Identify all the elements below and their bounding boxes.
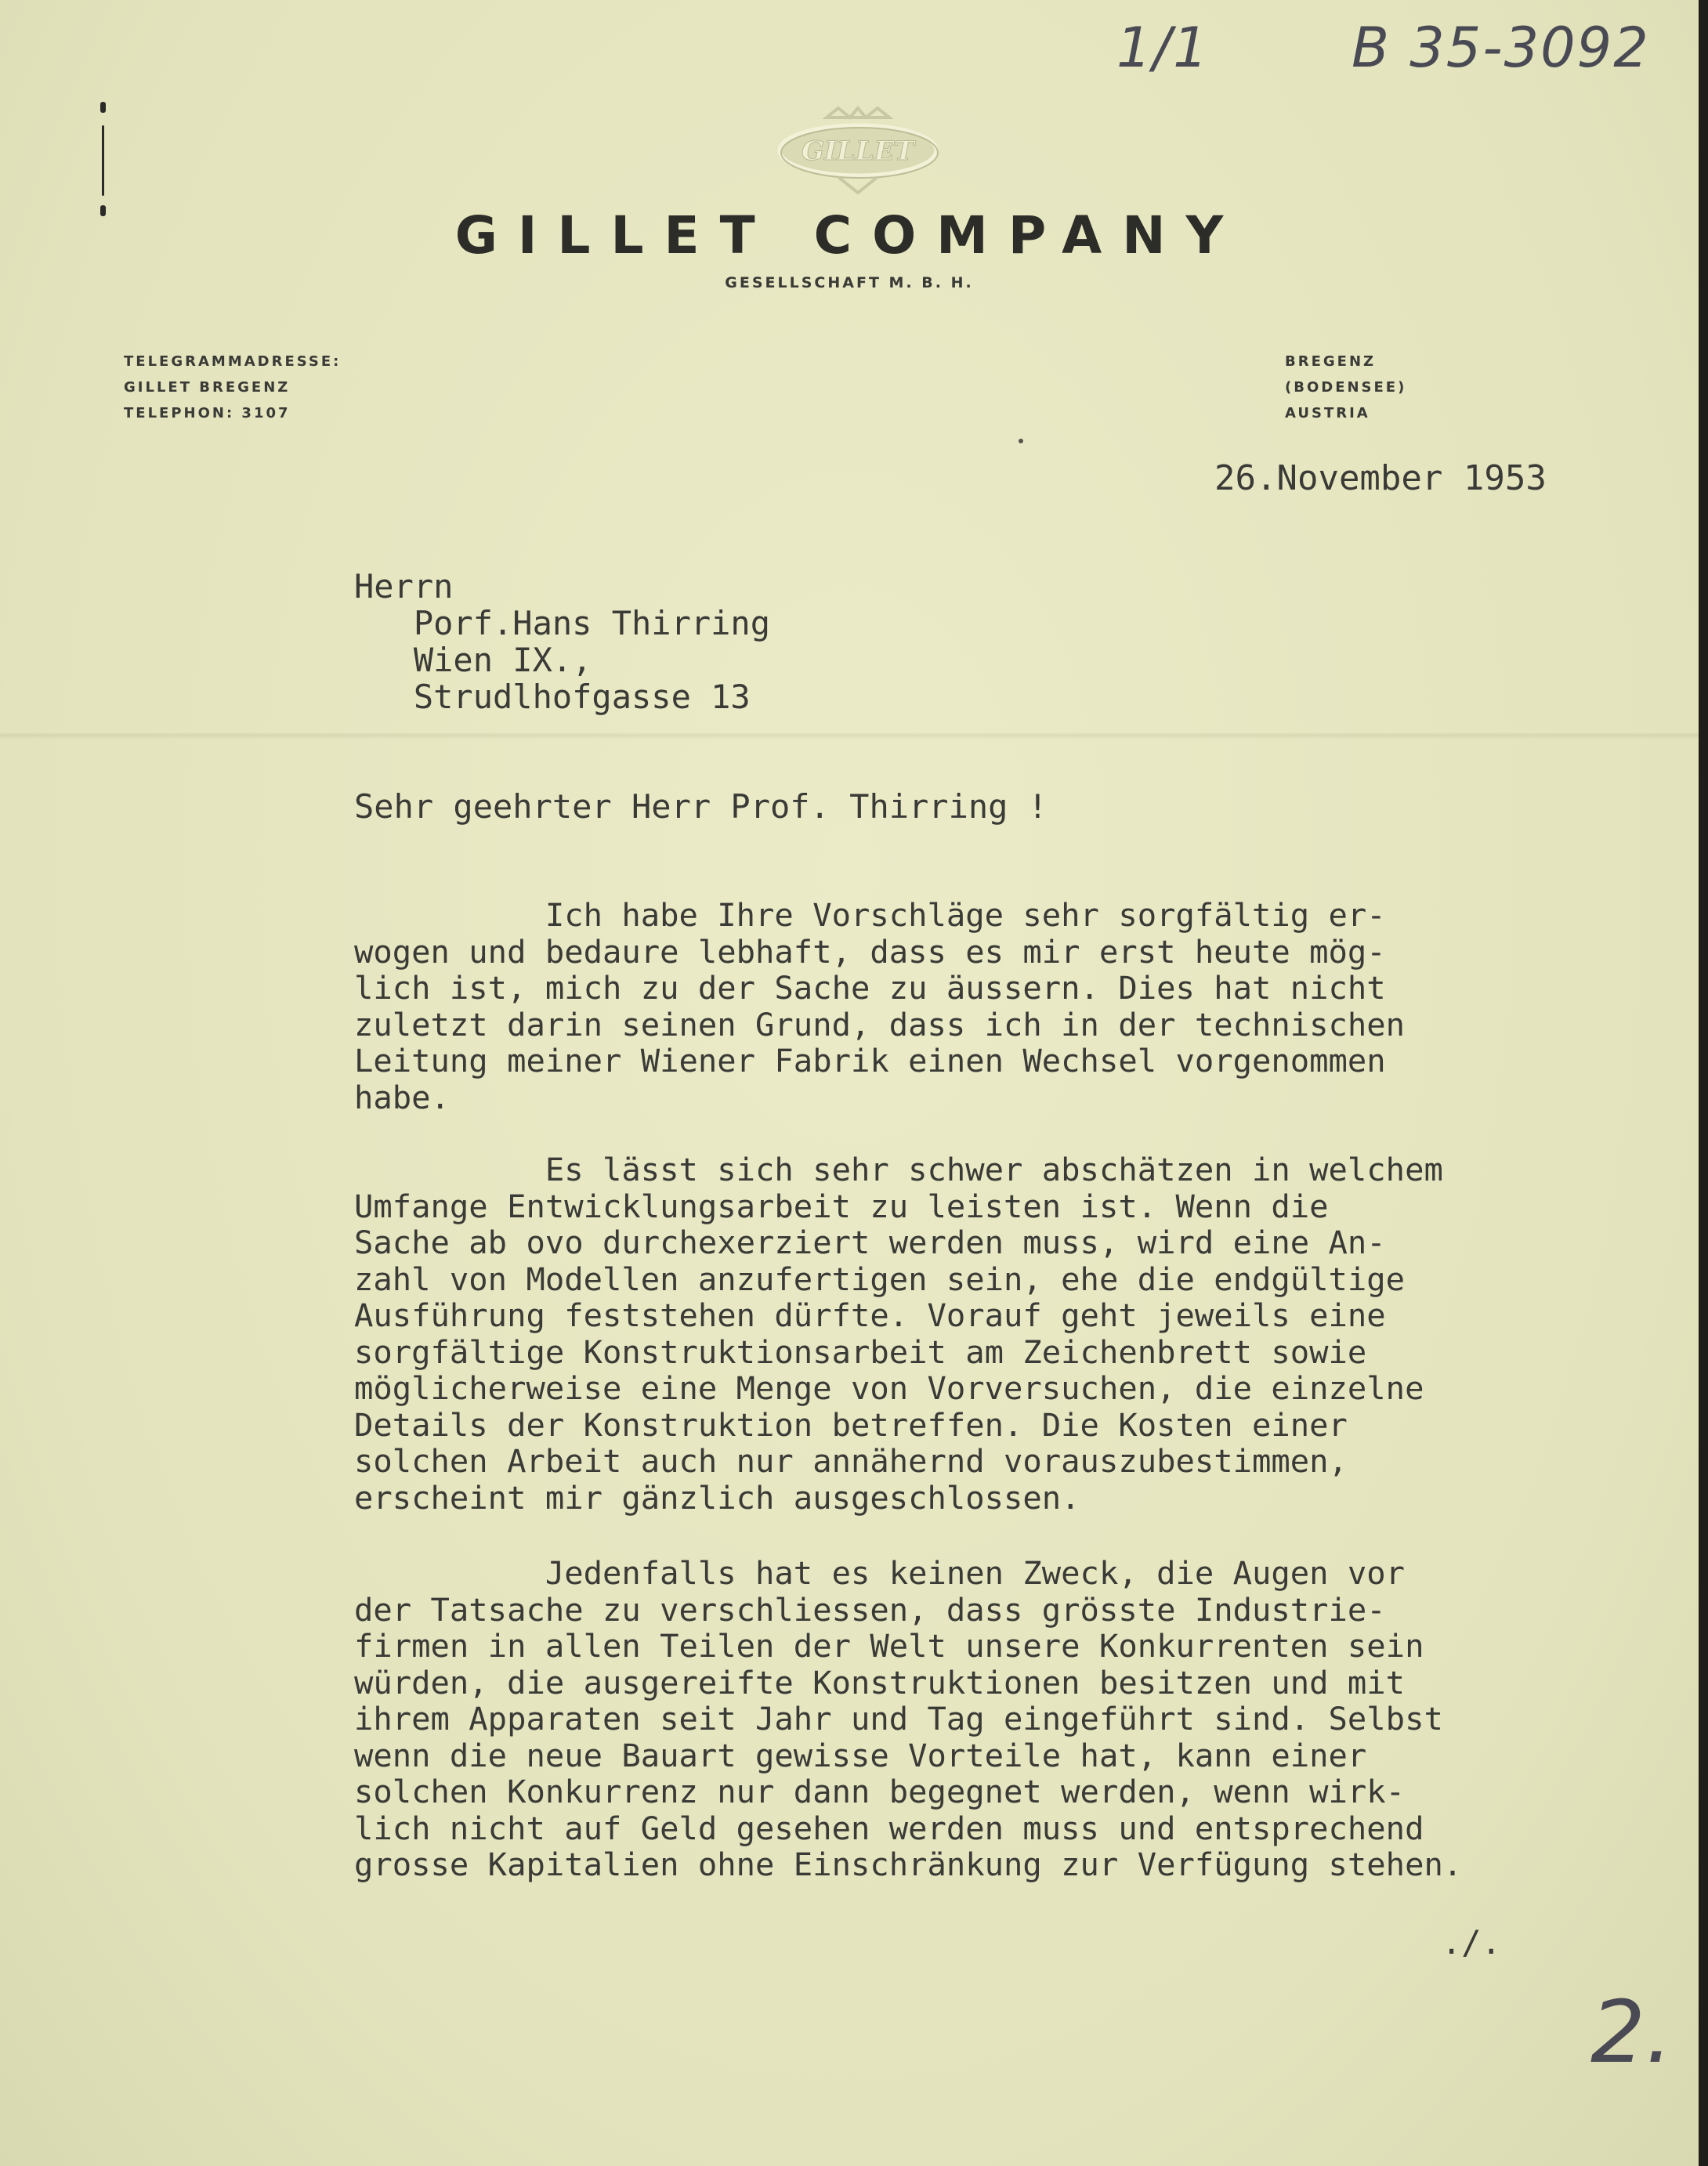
telegram-label: TELEGRAMMADRESSE:	[124, 353, 342, 370]
ink-dot	[1019, 439, 1023, 443]
logo-text: GILLET	[802, 136, 914, 167]
body-paragraph-2	[354, 1152, 1443, 1516]
staple-mark-top	[100, 102, 106, 113]
text-line: Sache ab ovo durchexerziert werden muss, wird eine An-	[354, 1224, 1386, 1261]
telephone: TELEPHON: 3107	[124, 405, 291, 421]
text-line: lich ist, mich zu der Sache zu äussern. Dies hat nicht	[354, 969, 1386, 1007]
text-line: Jedenfalls hat es keinen Zweck, die Augen vor	[354, 1554, 1406, 1592]
text-line: sorgfältige Konstruktionsarbeit am Zeichenbrett sowie	[354, 1333, 1367, 1371]
gillet-logo-emblem	[772, 102, 944, 196]
telegram-address: GILLET BREGENZ	[124, 379, 291, 396]
body-paragraph-3	[354, 1555, 1462, 1883]
text-line: lich nicht auf Geld gesehen werden muss und entsprechend	[354, 1809, 1424, 1847]
text-line: würden, die ausgereifte Konstruktionen besitzen und mit	[354, 1663, 1406, 1701]
location-block	[1285, 349, 1406, 426]
location-city: BREGENZ	[1285, 353, 1377, 370]
recipient-line: Porf.Hans Thirring	[354, 604, 771, 642]
text-line: wogen und bedaure lebhaft, dass es mir erst heute mög-	[354, 932, 1386, 971]
text-line: habe.	[354, 1078, 450, 1116]
text-line: ihrem Apparaten seit Jahr und Tag eingeführt sind. Selbst	[354, 1700, 1443, 1738]
text-line: der Tatsache zu verschliessen, dass grösste Industrie-	[354, 1590, 1386, 1629]
text-line: firmen in allen Teilen der Welt unsere Konkurrenten sein	[354, 1627, 1424, 1665]
text-line: solchen Konkurrenz nur dann begegnet werden, wenn wirk-	[354, 1773, 1406, 1810]
handwritten-page-number: 2.	[1590, 1982, 1673, 2082]
page-number-annotation: 1/1	[1116, 16, 1210, 80]
text-line: Ich habe Ihre Vorschläge sehr sorgfältig er-	[354, 896, 1386, 934]
recipient-line: Herrn	[354, 567, 454, 606]
location-region: (BODENSEE)	[1285, 379, 1407, 396]
body-paragraph-1	[354, 897, 1405, 1116]
text-line: Umfange Entwicklungsarbeit zu leisten ist. Wenn die	[354, 1187, 1329, 1225]
recipient-address	[354, 568, 770, 715]
text-line: zahl von Modellen anzufertigen sein, ehe die endgültige	[354, 1260, 1406, 1298]
contact-block	[124, 349, 341, 426]
salutation: Sehr geehrter Herr Prof. Thirring !	[354, 787, 1048, 826]
continuation-mark: ./.	[1442, 1923, 1501, 1962]
location-country: AUSTRIA	[1285, 405, 1370, 421]
text-line: Ausführung feststehen dürfte. Vorauf geht jeweils eine	[354, 1296, 1386, 1334]
text-line: erscheint mir gänzlich ausgeschlossen.	[354, 1478, 1080, 1517]
text-line: zuletzt darin seinen Grund, dass ich in der technischen	[354, 1005, 1406, 1043]
text-line: möglicherweise eine Menge von Vorversuchen, die einzelne	[354, 1369, 1424, 1407]
text-line: Leitung meiner Wiener Fabrik einen Wechsel vorgenommen	[354, 1042, 1386, 1079]
recipient-line: Wien IX.,	[354, 641, 592, 679]
text-line: wenn die neue Bauart gewisse Vorteile hat, kann einer	[354, 1736, 1367, 1774]
recipient-line: Strudlhofgasse 13	[354, 678, 751, 716]
text-line: solchen Arbeit auch nur annähernd vorauszubestimmen,	[354, 1442, 1348, 1480]
staple-line	[102, 125, 104, 196]
letter-date: 26.November 1953	[1214, 458, 1547, 498]
company-subtitle: GESELLSCHAFT M. B. H.	[725, 274, 974, 291]
text-line: grosse Kapitalien ohne Einschränkung zur Verfügung stehen.	[354, 1846, 1463, 1883]
text-line: Es lässt sich sehr schwer abschätzen in welchem	[354, 1151, 1443, 1188]
company-name: GILLET COMPANY	[454, 205, 1244, 266]
text-line: Details der Konstruktion betreffen. Die Kosten einer	[354, 1405, 1348, 1444]
archive-id-annotation: B 35-3092	[1352, 16, 1650, 80]
